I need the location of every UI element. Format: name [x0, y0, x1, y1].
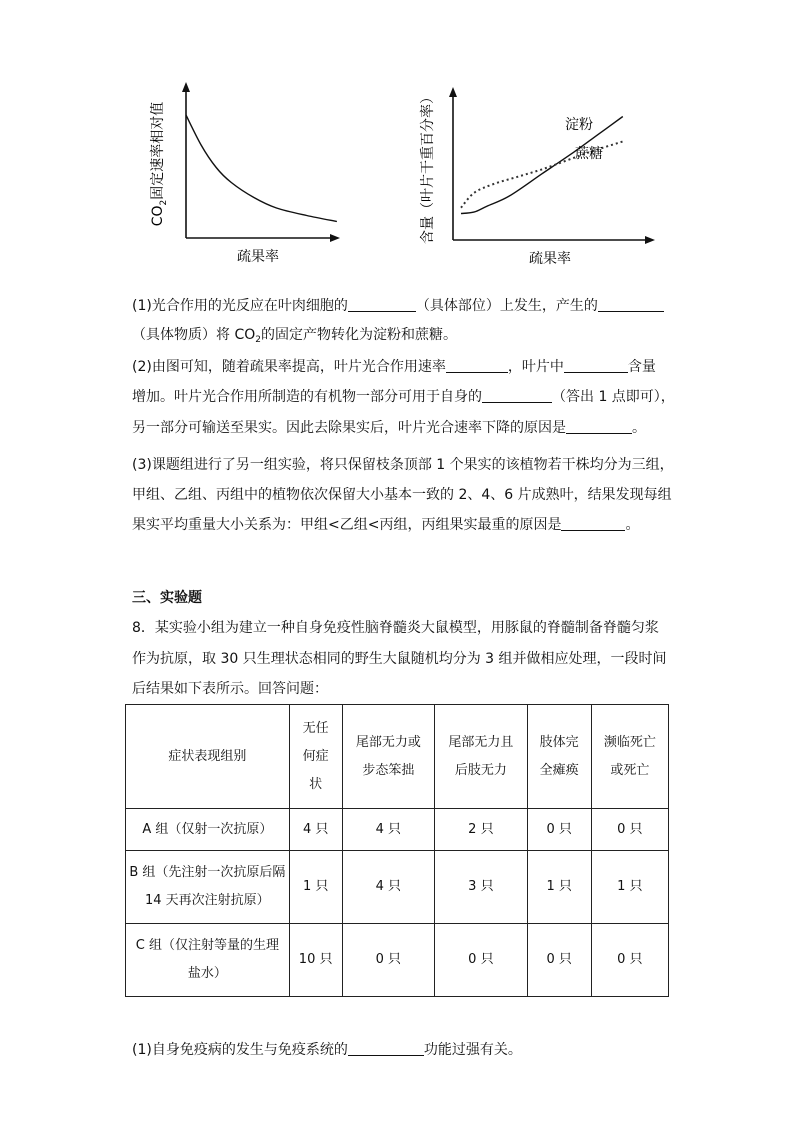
table-cell: 0 只 — [435, 924, 528, 997]
table-cell: 0 只 — [591, 809, 668, 851]
table-header-cell: 症状表现组别 — [126, 705, 290, 809]
q2-line1 — [132, 357, 656, 377]
table-header-cell: 尾部无力且后肢无力 — [435, 705, 528, 809]
q3-line3 — [132, 515, 639, 535]
table-header-cell: 无任何症状 — [289, 705, 342, 809]
q3-text: 。 — [625, 517, 640, 533]
answer-blank[interactable] — [561, 516, 625, 531]
q3-line1: (3)课题组进行了另一组实验，将只保留枝条顶部 1 个果实的该植物若干株均分为三组， — [132, 457, 674, 473]
q1-line1 — [132, 296, 664, 316]
q3-line2: 甲组、乙组、丙组中的植物依次保留大小基本一致的 2、4、6 片成熟叶，结果发现每组 — [132, 487, 672, 503]
table-cell: 10 只 — [289, 924, 342, 997]
answer-blank[interactable] — [566, 419, 632, 434]
section-heading: 三、实验题 — [132, 590, 202, 606]
chart2-legend-sucrose: 蔗糖 — [575, 146, 603, 162]
table-cell: 4 只 — [342, 851, 435, 924]
table-cell: 1 只 — [289, 851, 342, 924]
table-row — [126, 809, 669, 851]
q8-sub1-text: 功能过强有关。 — [423, 1042, 522, 1058]
table-cell: 3 只 — [435, 851, 528, 924]
chart1-series-line — [186, 115, 337, 222]
q8-line2: 作为抗原，取 30 只生理状态相同的野生大鼠随机均分为 3 组并做相应处理，一段时间 — [132, 651, 667, 667]
table-header-cell: 尾部无力或步态笨拙 — [342, 705, 435, 809]
table-header-cell: 濒临死亡或死亡 — [591, 705, 668, 809]
q1-text: （具体物质）将 CO — [132, 327, 256, 343]
table-cell: 1 只 — [591, 851, 668, 924]
chart1-x-label: 疏果率 — [237, 249, 279, 265]
q2-text: 。 — [632, 420, 646, 436]
chart1-y-arrow — [182, 82, 190, 92]
answer-blank[interactable] — [482, 388, 552, 403]
q1-line2 — [132, 325, 457, 350]
chart2-legend-starch: 淀粉 — [565, 117, 593, 133]
table-header-row — [126, 705, 669, 809]
q2-text: （答出 1 点即可）， — [552, 389, 675, 405]
answer-blank[interactable] — [564, 358, 628, 373]
q2-text: 另一部分可输送至果实。因此去除果实后，叶片光合速率下降的原因是 — [132, 420, 566, 436]
table-cell: 2 只 — [435, 809, 528, 851]
q2-line3 — [132, 418, 646, 438]
table-cell: 0 只 — [527, 924, 591, 997]
table-cell: 0 只 — [342, 924, 435, 997]
chart1-y-label: $CO_2$固定速率相对值 — [150, 101, 169, 227]
subscript: 2 — [255, 335, 261, 345]
table-cell: C 组（仅注射等量的生理盐水） — [126, 924, 290, 997]
q2-line2 — [132, 387, 675, 407]
table-header-cell: 肢体完全瘫痪 — [527, 705, 591, 809]
q8-sub1-line — [132, 1040, 522, 1060]
chart2-x-label: 疏果率 — [529, 251, 571, 267]
table-cell: 4 只 — [342, 809, 435, 851]
answer-blank[interactable] — [446, 358, 508, 373]
table-cell: 4 只 — [289, 809, 342, 851]
q8-sub1-text: (1)自身免疫病的发生与免疫系统的 — [132, 1042, 348, 1058]
q3-text: 果实平均重量大小关系为：甲组<乙组<丙组，丙组果实最重的原因是 — [132, 517, 562, 533]
answer-blank[interactable] — [348, 297, 416, 312]
q1-text: (1)光合作用的光反应在叶肉细胞的 — [132, 298, 348, 314]
table-cell: B 组（先注射一次抗原后隔 14 天再次注射抗原） — [126, 851, 290, 924]
table-row — [126, 851, 669, 924]
chart2-y-label: 含量（叶片干重百分率） — [420, 90, 436, 244]
table-cell: 0 只 — [527, 809, 591, 851]
chart1-x-arrow — [330, 234, 340, 242]
chart-leaf-content — [405, 85, 665, 270]
q2-text: 增加。叶片光合作用所制造的有机物一部分可用于自身的 — [132, 389, 482, 405]
q1-text: 的固定产物转化为淀粉和蔗糖。 — [260, 327, 457, 343]
table-row — [126, 924, 669, 997]
answer-blank[interactable] — [348, 1041, 424, 1056]
q2-text: (2)由图可知，随着疏果率提高，叶片光合作用速率 — [132, 359, 446, 375]
chart2-starch-line — [461, 117, 623, 214]
q8-line3: 后结果如下表所示。回答问题： — [132, 681, 328, 697]
chart2-x-arrow — [645, 236, 655, 244]
symptom-table — [125, 704, 669, 997]
chart2-y-arrow — [449, 87, 457, 97]
table-cell: 0 只 — [591, 924, 668, 997]
q2-text: 含量 — [627, 359, 656, 375]
table-cell: A 组（仅射一次抗原） — [126, 809, 290, 851]
table-cell: 1 只 — [527, 851, 591, 924]
answer-blank[interactable] — [598, 297, 664, 312]
q1-text: （具体部位）上发生，产生的 — [415, 298, 598, 314]
q8-line1: 8．某实验小组为建立一种自身免疫性脑脊髓炎大鼠模型，用豚鼠的脊髓制备脊髓匀浆 — [132, 620, 659, 636]
q2-text: ，叶片中 — [507, 359, 564, 375]
chart-co2-fixation — [140, 80, 340, 270]
